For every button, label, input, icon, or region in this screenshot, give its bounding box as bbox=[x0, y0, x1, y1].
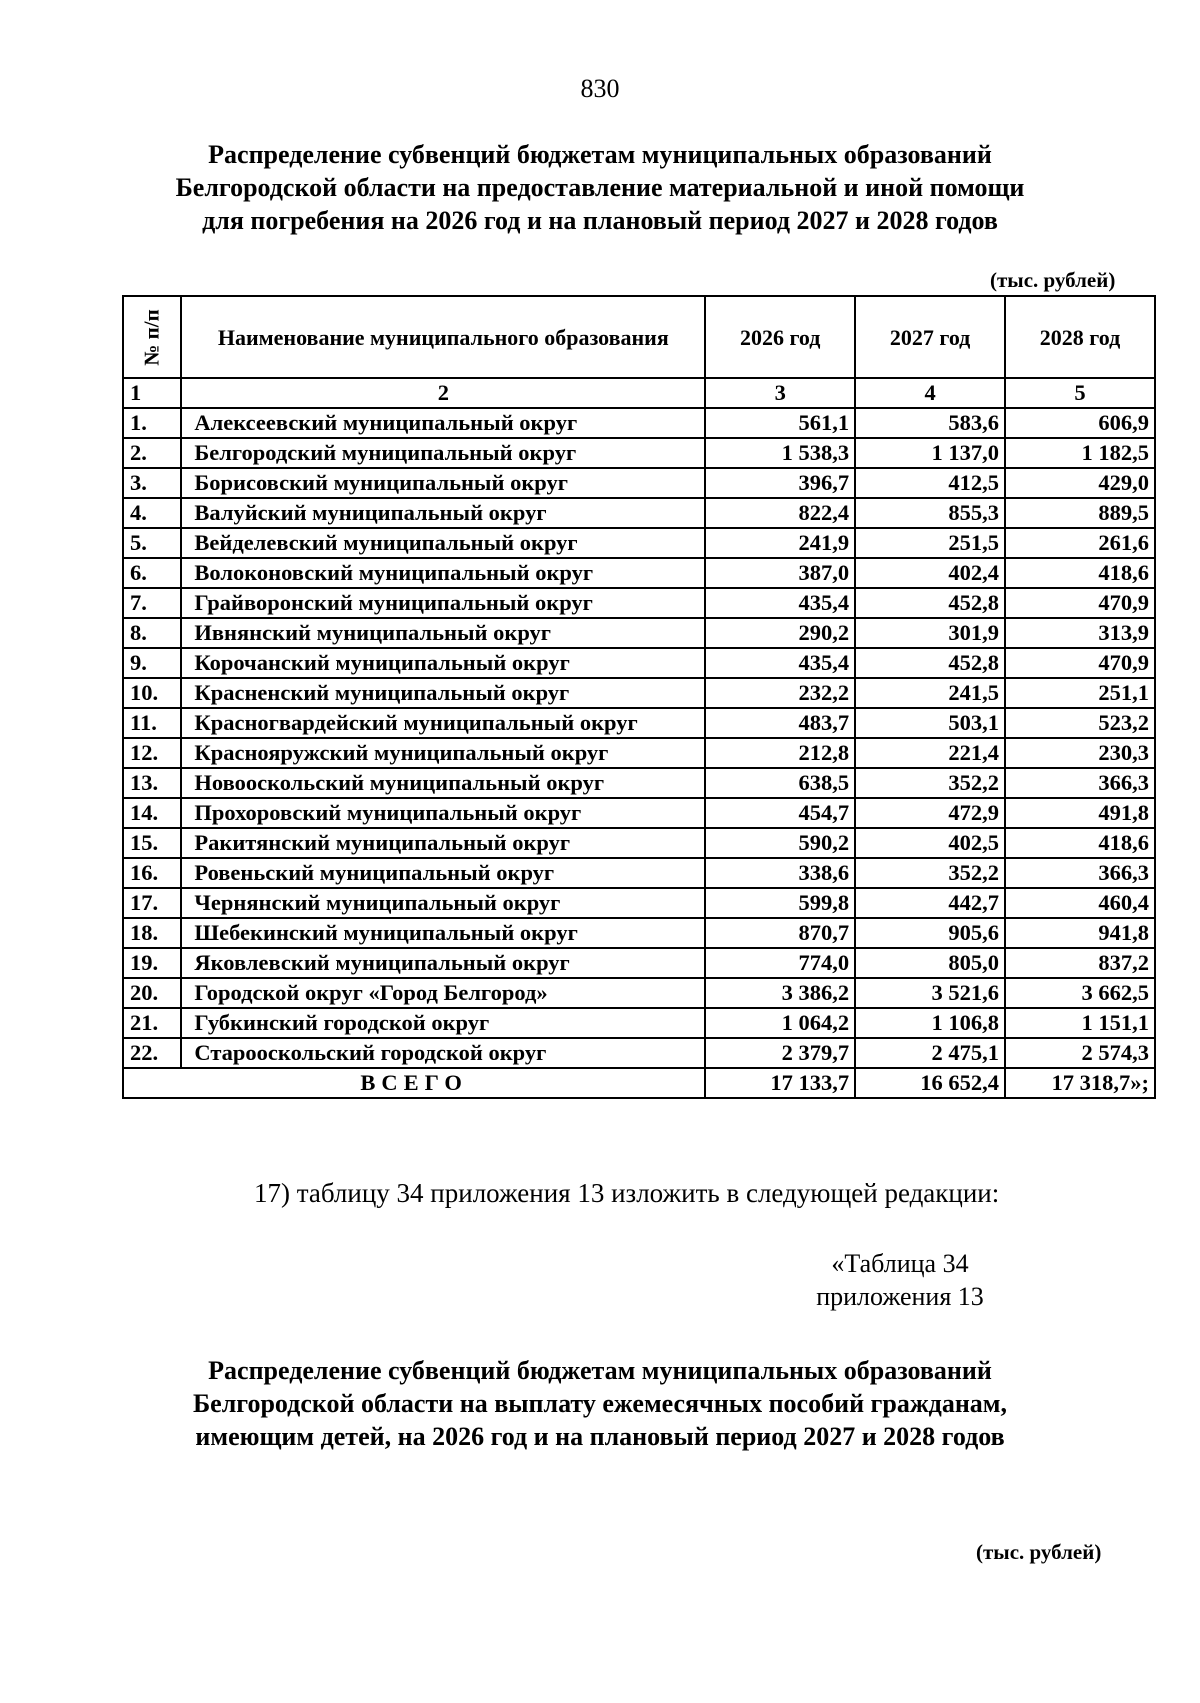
value-2028: 230,3 bbox=[1005, 738, 1155, 768]
value-2028: 470,9 bbox=[1005, 648, 1155, 678]
value-2027: 452,8 bbox=[855, 648, 1005, 678]
value-2026: 241,9 bbox=[705, 528, 855, 558]
table-2-title bbox=[100, 1354, 1100, 1453]
column-index: 3 bbox=[705, 378, 855, 408]
title-line: Распределение субвенций бюджетам муниципальных образований bbox=[208, 140, 992, 169]
value-2027: 402,4 bbox=[855, 558, 1005, 588]
row-number: 3. bbox=[123, 468, 181, 498]
table-row bbox=[123, 738, 1155, 768]
row-number: 2. bbox=[123, 438, 181, 468]
row-number: 13. bbox=[123, 768, 181, 798]
table-1-unit: (тыс. рублей) bbox=[990, 268, 1116, 292]
value-2027: 503,1 bbox=[855, 708, 1005, 738]
value-2028: 366,3 bbox=[1005, 858, 1155, 888]
value-2026: 1 064,2 bbox=[705, 1008, 855, 1038]
value-2028: 3 662,5 bbox=[1005, 978, 1155, 1008]
row-number: 20. bbox=[123, 978, 181, 1008]
row-number: 8. bbox=[123, 618, 181, 648]
municipality-name: Алексеевский муниципальный округ bbox=[181, 408, 705, 438]
header-name: Наименование муниципального образования bbox=[181, 296, 705, 378]
municipality-name: Старооскольский городской округ bbox=[181, 1038, 705, 1068]
total-2028: 17 318,7»; bbox=[1005, 1068, 1155, 1098]
table-row bbox=[123, 858, 1155, 888]
value-2026: 338,6 bbox=[705, 858, 855, 888]
value-2026: 483,7 bbox=[705, 708, 855, 738]
value-2028: 2 574,3 bbox=[1005, 1038, 1155, 1068]
value-2027: 241,5 bbox=[855, 678, 1005, 708]
value-2026: 387,0 bbox=[705, 558, 855, 588]
municipality-name: Борисовский муниципальный округ bbox=[181, 468, 705, 498]
table-reference-title: «Таблица 34 bbox=[831, 1249, 969, 1278]
value-2027: 905,6 bbox=[855, 918, 1005, 948]
row-number: 12. bbox=[123, 738, 181, 768]
value-2026: 290,2 bbox=[705, 618, 855, 648]
row-number: 10. bbox=[123, 678, 181, 708]
table-row bbox=[123, 828, 1155, 858]
total-row bbox=[123, 1068, 1155, 1098]
row-number: 4. bbox=[123, 498, 181, 528]
title-line: Белгородской области на выплату ежемесячных пособий гражданам, bbox=[192, 1389, 1008, 1418]
municipality-name: Краснояружский муниципальный округ bbox=[181, 738, 705, 768]
row-number: 7. bbox=[123, 588, 181, 618]
table-row bbox=[123, 558, 1155, 588]
value-2026: 454,7 bbox=[705, 798, 855, 828]
value-2028: 251,1 bbox=[1005, 678, 1155, 708]
row-number: 16. bbox=[123, 858, 181, 888]
value-2028: 1 151,1 bbox=[1005, 1008, 1155, 1038]
title-line: для погребения на 2026 год и на плановый период 2027 и 2028 годов bbox=[202, 206, 998, 235]
table-row bbox=[123, 948, 1155, 978]
table-row bbox=[123, 408, 1155, 438]
value-2026: 870,7 bbox=[705, 918, 855, 948]
header-2027: 2027 год bbox=[855, 296, 1005, 378]
value-2028: 261,6 bbox=[1005, 528, 1155, 558]
value-2026: 3 386,2 bbox=[705, 978, 855, 1008]
value-2026: 232,2 bbox=[705, 678, 855, 708]
total-label: ВСЕГО bbox=[123, 1068, 705, 1098]
municipality-name: Белгородский муниципальный округ bbox=[181, 438, 705, 468]
table-reference-appendix: приложения 13 bbox=[816, 1282, 984, 1311]
amendment-paragraph: 17) таблицу 34 приложения 13 изложить в следующей редакции: bbox=[254, 1178, 1000, 1208]
total-2027: 16 652,4 bbox=[855, 1068, 1005, 1098]
municipality-name: Красногвардейский муниципальный округ bbox=[181, 708, 705, 738]
municipality-name: Ракитянский муниципальный округ bbox=[181, 828, 705, 858]
value-2026: 2 379,7 bbox=[705, 1038, 855, 1068]
value-2028: 1 182,5 bbox=[1005, 438, 1155, 468]
value-2028: 429,0 bbox=[1005, 468, 1155, 498]
municipality-name: Ровеньский муниципальный округ bbox=[181, 858, 705, 888]
value-2027: 301,9 bbox=[855, 618, 1005, 648]
value-2028: 460,4 bbox=[1005, 888, 1155, 918]
row-number: 5. bbox=[123, 528, 181, 558]
column-index-row bbox=[123, 378, 1155, 408]
table-row bbox=[123, 888, 1155, 918]
municipality-name: Вейделевский муниципальный округ bbox=[181, 528, 705, 558]
value-2027: 352,2 bbox=[855, 768, 1005, 798]
column-index: 4 bbox=[855, 378, 1005, 408]
municipality-name: Яковлевский муниципальный округ bbox=[181, 948, 705, 978]
title-line: имеющим детей, на 2026 год и на плановый период 2027 и 2028 годов bbox=[195, 1422, 1005, 1451]
value-2028: 491,8 bbox=[1005, 798, 1155, 828]
column-index: 1 bbox=[123, 378, 181, 408]
total-2026: 17 133,7 bbox=[705, 1068, 855, 1098]
row-number: 21. bbox=[123, 1008, 181, 1038]
value-2026: 638,5 bbox=[705, 768, 855, 798]
row-number: 14. bbox=[123, 798, 181, 828]
value-2027: 2 475,1 bbox=[855, 1038, 1005, 1068]
value-2027: 855,3 bbox=[855, 498, 1005, 528]
table-header-row bbox=[123, 296, 1155, 378]
table-row bbox=[123, 468, 1155, 498]
table-row bbox=[123, 978, 1155, 1008]
value-2026: 590,2 bbox=[705, 828, 855, 858]
municipality-name: Прохоровский муниципальный округ bbox=[181, 798, 705, 828]
value-2028: 313,9 bbox=[1005, 618, 1155, 648]
value-2027: 442,7 bbox=[855, 888, 1005, 918]
value-2027: 412,5 bbox=[855, 468, 1005, 498]
row-number: 19. bbox=[123, 948, 181, 978]
row-number: 18. bbox=[123, 918, 181, 948]
value-2027: 805,0 bbox=[855, 948, 1005, 978]
value-2026: 435,4 bbox=[705, 588, 855, 618]
municipality-name: Шебекинский муниципальный округ bbox=[181, 918, 705, 948]
value-2027: 352,2 bbox=[855, 858, 1005, 888]
row-number: 15. bbox=[123, 828, 181, 858]
municipality-name: Городской округ «Город Белгород» bbox=[181, 978, 705, 1008]
value-2026: 1 538,3 bbox=[705, 438, 855, 468]
row-number: 1. bbox=[123, 408, 181, 438]
row-number: 9. bbox=[123, 648, 181, 678]
value-2027: 3 521,6 bbox=[855, 978, 1005, 1008]
value-2028: 366,3 bbox=[1005, 768, 1155, 798]
title-line: Белгородской области на предоставление материальной и иной помощи bbox=[175, 173, 1025, 202]
value-2027: 221,4 bbox=[855, 738, 1005, 768]
table-row bbox=[123, 498, 1155, 528]
page-number: 830 bbox=[580, 74, 620, 103]
value-2028: 837,2 bbox=[1005, 948, 1155, 978]
municipality-name: Грайворонский муниципальный округ bbox=[181, 588, 705, 618]
municipality-name: Новооскольский муниципальный округ bbox=[181, 768, 705, 798]
title-line: Распределение субвенций бюджетам муниципальных образований bbox=[208, 1356, 992, 1385]
value-2026: 435,4 bbox=[705, 648, 855, 678]
municipality-name: Волоконовский муниципальный округ bbox=[181, 558, 705, 588]
municipality-name: Ивнянский муниципальный округ bbox=[181, 618, 705, 648]
table-row bbox=[123, 618, 1155, 648]
column-index: 5 bbox=[1005, 378, 1155, 408]
value-2026: 396,7 bbox=[705, 468, 855, 498]
municipality-name: Корочанский муниципальный округ bbox=[181, 648, 705, 678]
header-2026: 2026 год bbox=[705, 296, 855, 378]
table-1-title bbox=[100, 138, 1100, 237]
value-2027: 583,6 bbox=[855, 408, 1005, 438]
municipality-name: Валуйский муниципальный округ bbox=[181, 498, 705, 528]
municipality-name: Красненский муниципальный округ bbox=[181, 678, 705, 708]
column-index: 2 bbox=[181, 378, 705, 408]
value-2027: 472,9 bbox=[855, 798, 1005, 828]
table-row bbox=[123, 768, 1155, 798]
table-row bbox=[123, 588, 1155, 618]
value-2027: 452,8 bbox=[855, 588, 1005, 618]
value-2028: 418,6 bbox=[1005, 558, 1155, 588]
table-row bbox=[123, 528, 1155, 558]
row-number: 22. bbox=[123, 1038, 181, 1068]
municipality-name: Губкинский городской округ bbox=[181, 1008, 705, 1038]
municipality-name: Чернянский муниципальный округ bbox=[181, 888, 705, 918]
value-2026: 774,0 bbox=[705, 948, 855, 978]
value-2026: 561,1 bbox=[705, 408, 855, 438]
value-2026: 822,4 bbox=[705, 498, 855, 528]
table-row bbox=[123, 1038, 1155, 1068]
table-2-unit: (тыс. рублей) bbox=[976, 1540, 1102, 1564]
row-number: 6. bbox=[123, 558, 181, 588]
table-row bbox=[123, 918, 1155, 948]
value-2026: 212,8 bbox=[705, 738, 855, 768]
value-2028: 418,6 bbox=[1005, 828, 1155, 858]
table-body bbox=[123, 408, 1155, 1068]
table-row bbox=[123, 438, 1155, 468]
value-2027: 402,5 bbox=[855, 828, 1005, 858]
header-2028: 2028 год bbox=[1005, 296, 1155, 378]
value-2027: 1 137,0 bbox=[855, 438, 1005, 468]
value-2028: 470,9 bbox=[1005, 588, 1155, 618]
table-row bbox=[123, 798, 1155, 828]
header-number: № п/п bbox=[123, 296, 181, 378]
value-2028: 606,9 bbox=[1005, 408, 1155, 438]
value-2028: 523,2 bbox=[1005, 708, 1155, 738]
subvention-table bbox=[122, 295, 1156, 1099]
value-2028: 941,8 bbox=[1005, 918, 1155, 948]
value-2027: 251,5 bbox=[855, 528, 1005, 558]
value-2026: 599,8 bbox=[705, 888, 855, 918]
table-row bbox=[123, 1008, 1155, 1038]
value-2027: 1 106,8 bbox=[855, 1008, 1005, 1038]
table-row bbox=[123, 708, 1155, 738]
value-2028: 889,5 bbox=[1005, 498, 1155, 528]
table-row bbox=[123, 678, 1155, 708]
row-number: 11. bbox=[123, 708, 181, 738]
row-number: 17. bbox=[123, 888, 181, 918]
table-row bbox=[123, 648, 1155, 678]
